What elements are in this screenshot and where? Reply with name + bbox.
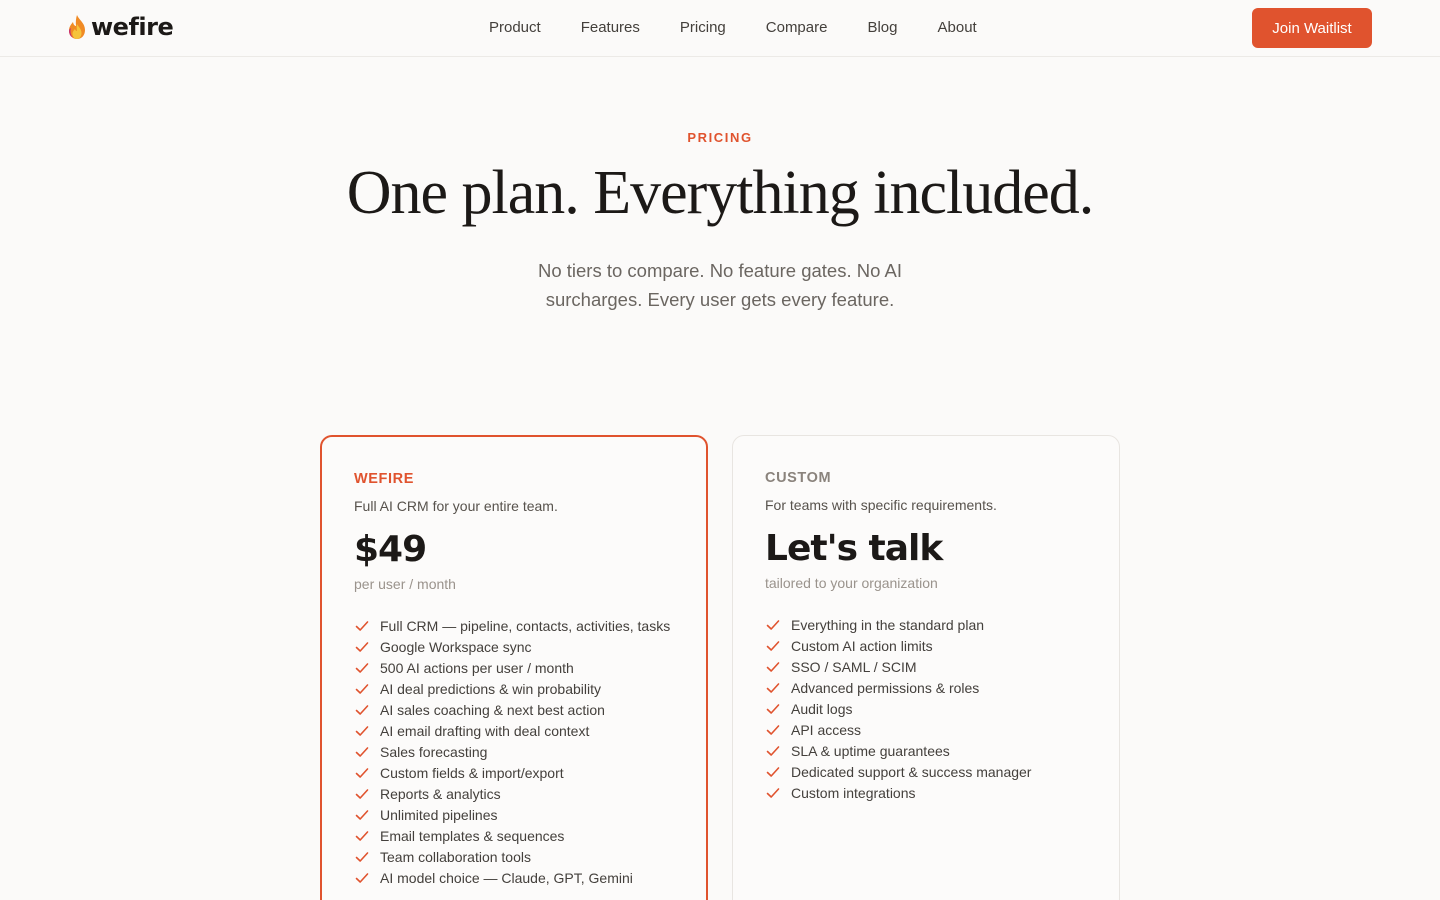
plan-label: WEFIRE <box>354 471 414 487</box>
check-icon <box>354 807 370 823</box>
feature-text: API access <box>791 721 862 738</box>
feature-text: Dedicated support & success manager <box>791 763 1032 780</box>
feature-text: Audit logs <box>791 700 853 717</box>
feature-text: AI email drafting with deal context <box>380 722 590 739</box>
feature-item <box>354 699 694 720</box>
feature-text: Advanced permissions & roles <box>791 679 980 696</box>
feature-item <box>354 804 694 825</box>
check-icon <box>354 849 370 865</box>
feature-item <box>765 761 1105 782</box>
feature-text: Team collaboration tools <box>380 848 531 865</box>
join-waitlist-button[interactable]: Join Waitlist <box>1252 8 1372 48</box>
feature-text: Custom AI action limits <box>791 637 933 654</box>
main-nav <box>489 19 1017 36</box>
check-icon <box>354 870 370 886</box>
nav-link-compare[interactable]: Compare <box>765 19 828 36</box>
feature-text: SSO / SAML / SCIM <box>791 658 917 675</box>
top-navigation <box>0 0 1440 57</box>
feature-item <box>354 825 694 846</box>
feature-text: Custom fields & import/export <box>380 764 564 781</box>
feature-text: Email templates & sequences <box>380 827 565 844</box>
feature-item <box>765 698 1105 719</box>
brand-logo[interactable] <box>66 13 173 41</box>
check-icon <box>354 723 370 739</box>
feature-item <box>354 762 694 783</box>
check-icon <box>765 785 781 801</box>
feature-item <box>354 783 694 804</box>
feature-text: Sales forecasting <box>380 743 488 760</box>
check-icon <box>354 786 370 802</box>
flame-icon <box>66 14 88 40</box>
check-icon <box>354 618 370 634</box>
check-icon <box>354 744 370 760</box>
feature-item <box>765 782 1105 803</box>
plan-price-unit: tailored to your organization <box>765 575 938 591</box>
nav-link-blog[interactable]: Blog <box>867 19 898 36</box>
check-icon <box>354 660 370 676</box>
check-icon <box>354 702 370 718</box>
feature-item <box>354 636 694 657</box>
feature-text: 500 AI actions per user / month <box>380 659 574 676</box>
check-icon <box>765 659 781 675</box>
check-icon <box>765 617 781 633</box>
feature-item <box>765 656 1105 677</box>
feature-item <box>765 614 1105 635</box>
check-icon <box>354 639 370 655</box>
feature-text: Custom integrations <box>791 784 916 801</box>
feature-text: SLA & uptime guarantees <box>791 742 950 759</box>
page-subtitle: No tiers to compare. No feature gates. No AI surcharges. Every user gets every feature. <box>537 260 902 310</box>
feature-item <box>354 678 694 699</box>
check-icon <box>765 638 781 654</box>
section-eyebrow: PRICING <box>687 130 753 145</box>
brand-name: wefire <box>91 13 174 41</box>
feature-text: Unlimited pipelines <box>380 806 498 823</box>
feature-text: Full CRM — pipeline, contacts, activities, tasks <box>380 617 671 634</box>
check-icon <box>765 680 781 696</box>
check-icon <box>354 681 370 697</box>
check-icon <box>765 743 781 759</box>
plan-feature-list <box>354 615 694 888</box>
feature-text: AI model choice — Claude, GPT, Gemini <box>380 869 633 886</box>
feature-text: Google Workspace sync <box>380 638 532 655</box>
plan-price: $49 <box>354 529 427 570</box>
nav-link-product[interactable]: Product <box>489 19 541 36</box>
feature-item <box>354 720 694 741</box>
plan-price: Let's talk <box>765 528 943 569</box>
feature-text: AI sales coaching & next best action <box>380 701 605 718</box>
feature-item <box>354 741 694 762</box>
plan-card-wefire <box>320 435 708 900</box>
plan-description: For teams with specific requirements. <box>765 497 997 513</box>
nav-link-about[interactable]: About <box>937 19 977 36</box>
plan-description: Full AI CRM for your entire team. <box>354 498 558 514</box>
feature-item <box>354 615 694 636</box>
check-icon <box>354 765 370 781</box>
nav-link-features[interactable]: Features <box>580 19 640 36</box>
page-title: One plan. Everything included. <box>346 159 1094 227</box>
check-icon <box>354 828 370 844</box>
plan-price-unit: per user / month <box>354 576 456 592</box>
feature-text: AI deal predictions & win probability <box>380 680 602 697</box>
feature-item <box>765 635 1105 656</box>
plan-card-custom <box>732 435 1120 900</box>
plan-feature-list <box>765 614 1105 803</box>
nav-link-pricing[interactable]: Pricing <box>679 19 726 36</box>
feature-item <box>354 867 694 888</box>
plan-label: CUSTOM <box>765 470 832 486</box>
check-icon <box>765 701 781 717</box>
feature-item <box>765 719 1105 740</box>
check-icon <box>765 722 781 738</box>
feature-item <box>354 846 694 867</box>
check-icon <box>765 764 781 780</box>
feature-text: Reports & analytics <box>380 785 501 802</box>
feature-item <box>354 657 694 678</box>
feature-item <box>765 740 1105 761</box>
feature-text: Everything in the standard plan <box>791 616 985 633</box>
feature-item <box>765 677 1105 698</box>
